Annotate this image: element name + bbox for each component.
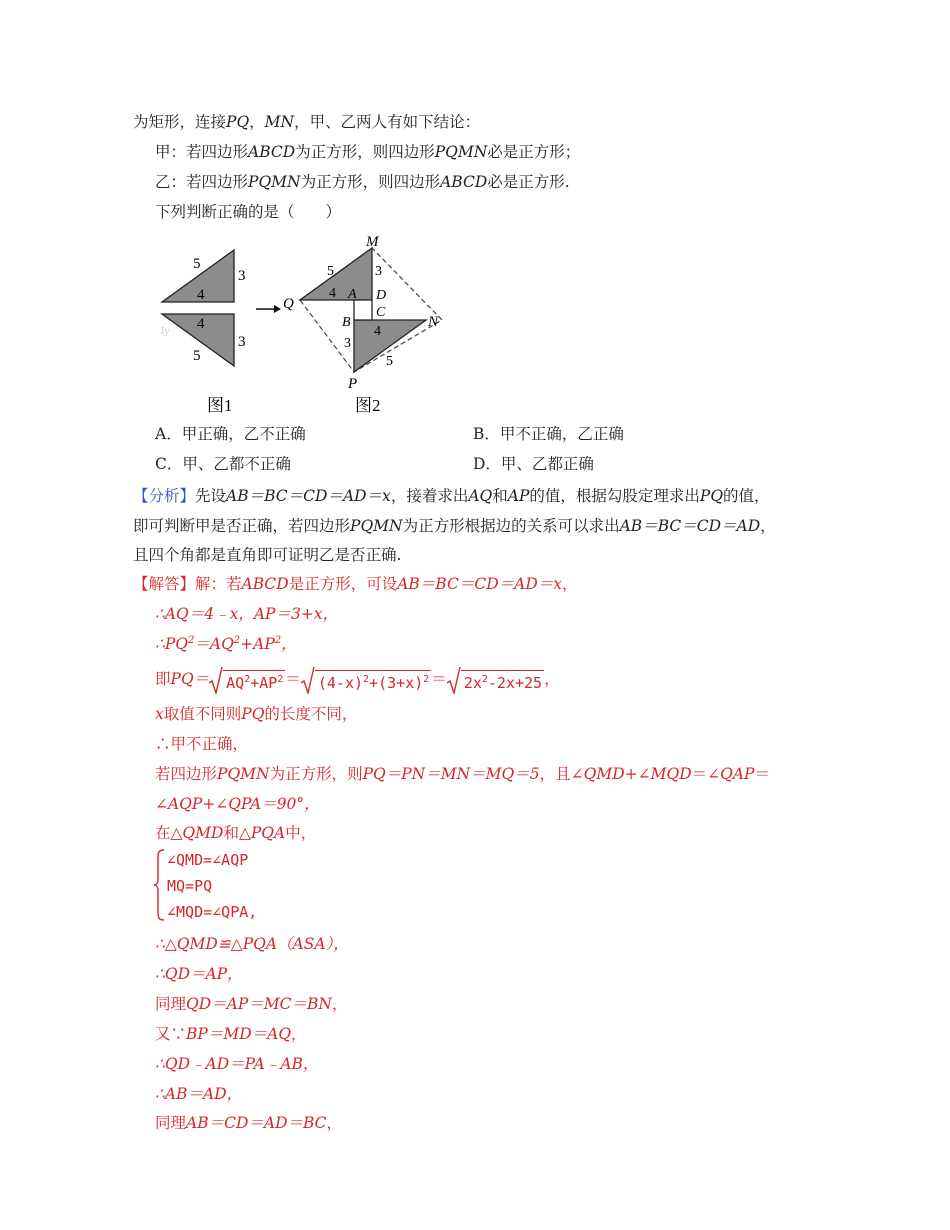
fig2-rect-abcd [354,300,372,320]
point-p: P [348,376,358,392]
analysis-line-1: 【分析】先设AB＝BC＝CD＝AD＝x，接着求出AQ和AP的值，根据勾股定理求出PQ的值， [133,487,770,505]
fig2-len-3-bottom: 3 [344,336,351,351]
system-eq-1: ∠QMD=∠AQP [167,851,249,869]
solution-line-3: $\therefore PQ^2=AQ^2+AP^2$， [155,635,297,653]
analysis-line-3: 且四个角都是直角即可证明乙是否正确. [133,546,402,564]
brace-icon [153,849,165,921]
option-d[interactable]: D．甲、乙都正确 [473,455,594,473]
solution-line-13: 又∵BP＝MD＝AQ， [155,1025,307,1043]
fig2-len-4-top: 4 [329,286,336,301]
solution-line-6: ∴甲不正确， [155,735,249,753]
fig2-len-5-top: 5 [327,264,334,279]
fig2-caption: 图2 [355,396,381,415]
system-eq-2: MQ=PQ [167,877,213,895]
option-c[interactable]: C．甲、乙都不正确 [155,455,291,473]
fig1-label-3-top: 3 [238,268,246,284]
radical-3: $2x^2-2x+25$ [447,666,544,694]
solution-line-14: ∴QD﹣AD＝PA﹣AB， [155,1055,319,1073]
solution-line-5: x取值不同则PQ的长度不同， [155,705,358,723]
analysis-line-2: 即可判断甲是否正确，若四边形PQMN为正方形根据边的关系可以求出AB＝BC＝CD＝AD， [133,517,776,535]
solution-line-12: 同理QD＝AP＝MC＝BN， [155,995,348,1013]
system-eq-3: ∠MQD=∠QPA, [167,903,258,921]
fig1-label-4-bottom: 4 [197,316,205,332]
option-a[interactable]: A．甲正确，乙不正确 [155,425,306,443]
solution-line-10: ∴△QMD≌△PQA（ASA）， [155,935,349,953]
solution-line-16: 同理AB＝CD＝AD＝BC， [155,1114,343,1132]
solution-line-1: 【解答】解：若ABCD是正方形，可设AB＝BC＝CD＝AD＝x， [133,575,578,593]
statement-jia: 甲：若四边形ABCD为正方形，则四边形PQMN必是正方形； [155,143,581,161]
option-b[interactable]: B．甲不正确，乙正确 [473,425,624,443]
point-c: C [376,305,386,320]
fig1-label-3-bottom: 3 [238,334,246,350]
fig2-len-5-bottom: 5 [386,354,393,369]
fig1-label-5-top: 5 [193,256,201,272]
fig1-caption: 图1 [207,396,233,415]
radical-2: $(4-x)^2+(3+x)^2$ [301,666,431,694]
geometry-figure [150,228,460,420]
solution-line-7: 若四边形PQMN为正方形，则PQ＝PN＝MN＝MQ＝5，且∠QMD+∠MQD＝∠QAP＝ [155,765,770,783]
solution-line-4-radicals: 即PQ＝ $AQ^2+AP^2$ ＝ $(4-x)^2+(3+x)^2$ ＝ $2x^2-2x+25$ ， [155,664,560,694]
point-m: M [366,234,379,250]
watermark: Jy [160,325,170,337]
solution-line-9: 在△QMD和△PQA中， [155,824,317,842]
arrow-icon [256,305,281,313]
fig2-len-3-top: 3 [375,264,382,279]
point-b: B [342,315,351,330]
intro-line: 为矩形，连接PQ，MN，甲、乙两人有如下结论： [133,113,481,131]
fig1-label-5-bottom: 5 [193,348,201,364]
fig1-label-4-top: 4 [197,287,205,303]
solution-line-15: ∴AB＝AD， [155,1085,243,1103]
point-a: A [348,287,357,302]
solution-line-2: ∴AQ＝4﹣x，AP＝3+x， [155,605,339,623]
fig1 [160,250,246,415]
solution-line-11: ∴QD＝AP， [155,965,243,983]
fig2-triangle-top [300,248,372,300]
statement-yi: 乙：若四边形PQMN为正方形，则四边形ABCD必是正方形. [155,173,570,191]
point-d: D [376,288,387,303]
fig2-len-4-bottom: 4 [374,324,381,339]
point-q: Q [283,296,294,312]
fig2 [283,234,442,415]
point-n: N [428,314,439,330]
solution-line-8: ∠AQP+∠QPA＝90°， [155,795,320,813]
radical-1: $AQ^2+AP^2$ [209,666,285,694]
question-text: 下列判断正确的是（ ） [155,203,342,221]
